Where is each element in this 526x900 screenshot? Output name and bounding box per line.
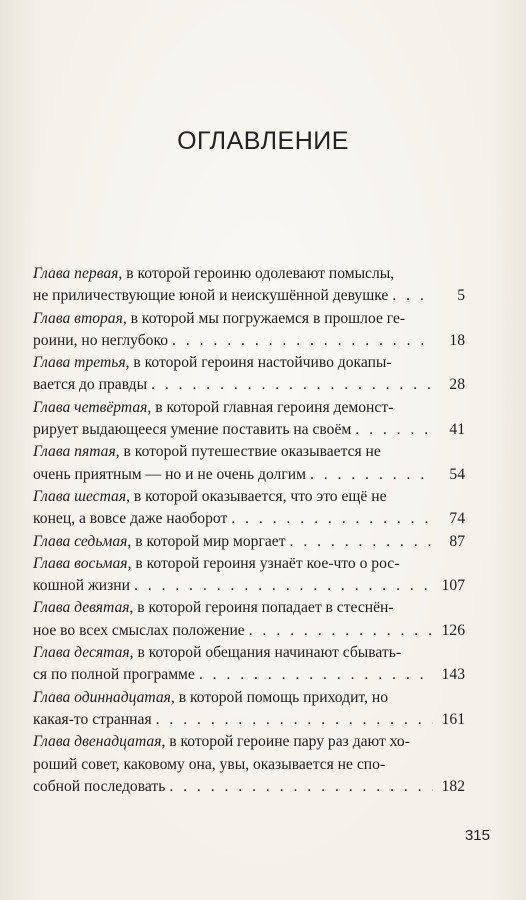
page-number: 28 bbox=[449, 376, 465, 394]
dot-leader bbox=[231, 508, 433, 530]
chapter-title: Глава пятая bbox=[33, 443, 116, 461]
toc-entry-line bbox=[33, 352, 465, 374]
chapter-description: , в которой мы погружаемся в прошлое ге- bbox=[122, 309, 406, 327]
toc-entry-line bbox=[33, 754, 465, 776]
dot-leader bbox=[249, 620, 433, 642]
page-number: 74 bbox=[449, 510, 465, 528]
page-number: 107 bbox=[441, 577, 465, 595]
toc-entry-10[interactable] bbox=[33, 642, 465, 687]
dot-leader bbox=[199, 664, 433, 686]
toc-entry-line bbox=[33, 664, 465, 686]
chapter-description: , в которой обещания начинают сбывать- bbox=[129, 644, 402, 662]
chapter-title: Глава девятая bbox=[33, 599, 130, 617]
chapter-title: Глава первая bbox=[33, 265, 119, 282]
chapter-title: Глава седьмая bbox=[33, 532, 128, 550]
chapter-description: не приличествующие юной и неискушённой девушке bbox=[33, 287, 389, 305]
toc-entry-8[interactable] bbox=[33, 553, 465, 598]
folio-page-number: 315 bbox=[464, 827, 490, 844]
toc-entry-line bbox=[33, 597, 465, 619]
toc-entry-line bbox=[33, 263, 465, 285]
toc-entry-12[interactable] bbox=[33, 731, 465, 798]
dot-leader bbox=[172, 330, 433, 352]
dot-leader bbox=[310, 464, 433, 486]
chapter-description: роини, но неглубоко bbox=[33, 331, 169, 349]
chapter-description: собной последовать bbox=[33, 777, 166, 795]
toc-entry-line bbox=[33, 285, 465, 307]
toc-entry-9[interactable] bbox=[33, 597, 465, 642]
page-number: 41 bbox=[449, 421, 465, 439]
chapter-title: Глава одиннадцатая bbox=[33, 688, 171, 706]
chapter-title: Глава третья bbox=[33, 354, 126, 372]
toc-entry-line bbox=[33, 687, 465, 709]
page-number: 18 bbox=[449, 331, 465, 349]
chapter-description: , в которой помощь приходит, но bbox=[170, 688, 389, 706]
toc-entry-6[interactable] bbox=[33, 486, 465, 531]
chapter-title: Глава четвёртая bbox=[33, 398, 148, 416]
toc-entry-line bbox=[33, 531, 465, 553]
page-number: 5 bbox=[457, 287, 465, 305]
toc-entry-11[interactable] bbox=[33, 687, 465, 732]
toc-entry-line bbox=[33, 486, 465, 508]
chapter-description: , в которой героиню одолевают помыслы, bbox=[118, 265, 395, 282]
dot-leader bbox=[169, 776, 433, 798]
chapter-description: кошной жизни bbox=[33, 577, 130, 595]
chapter-description: какая-то странная bbox=[33, 710, 152, 728]
toc-entry-4[interactable] bbox=[33, 397, 465, 442]
toc-entry-line bbox=[33, 709, 465, 731]
chapter-description: ное во всех смыслах положение bbox=[33, 621, 245, 639]
page-number: 87 bbox=[449, 532, 465, 550]
chapter-description: ся по полной программе bbox=[33, 666, 195, 684]
toc-entry-line bbox=[33, 464, 465, 486]
toc-entry-line bbox=[33, 419, 465, 441]
table-of-contents bbox=[33, 263, 465, 798]
chapter-description: роший совет, каковому она, увы, оказывается не спо- bbox=[33, 755, 386, 773]
toc-entry-line bbox=[33, 308, 465, 330]
page-number: 161 bbox=[441, 710, 465, 728]
toc-entry-line bbox=[33, 620, 465, 642]
chapter-description: рирует выдающееся умение поставить на своём bbox=[33, 421, 352, 439]
toc-entry-line bbox=[33, 374, 465, 396]
toc-entry-line bbox=[33, 553, 465, 575]
dot-leader bbox=[355, 419, 433, 441]
dot-leader bbox=[156, 709, 433, 731]
toc-entry-line bbox=[33, 441, 465, 463]
toc-entry-7[interactable] bbox=[33, 531, 465, 553]
dot-leader bbox=[290, 531, 433, 553]
chapter-description: , в которой главная героиня демонст- bbox=[147, 398, 394, 416]
toc-entry-line bbox=[33, 330, 465, 352]
chapter-description: очень приятным — но и не очень долгим bbox=[33, 465, 306, 483]
toc-entry-5[interactable] bbox=[33, 441, 465, 486]
page-number: 143 bbox=[441, 666, 465, 684]
chapter-description: , в которой путешествие оказывается не bbox=[115, 443, 381, 461]
toc-entry-line bbox=[33, 776, 465, 798]
toc-entry-line bbox=[33, 508, 465, 530]
chapter-title: Глава восьмая bbox=[33, 554, 128, 572]
chapter-title: Глава десятая bbox=[33, 644, 130, 662]
toc-entry-1[interactable] bbox=[33, 263, 465, 308]
toc-entry-line bbox=[33, 642, 465, 664]
page-title: ОГЛАВЛЕНИЕ bbox=[177, 127, 349, 155]
chapter-description: , в которой героиня попадает в стеснён- bbox=[129, 599, 394, 617]
dot-leader bbox=[392, 285, 433, 307]
chapter-description: вается до правды bbox=[33, 376, 148, 394]
chapter-description: , в которой героиня настойчиво докапы- bbox=[125, 354, 392, 372]
dot-leader bbox=[151, 374, 433, 396]
toc-entry-line bbox=[33, 575, 465, 597]
page-number: 54 bbox=[449, 465, 465, 483]
toc-entry-line bbox=[33, 731, 465, 753]
toc-entry-2[interactable] bbox=[33, 308, 465, 353]
chapter-description: , в которой оказывается, что это ещё не bbox=[126, 487, 387, 505]
chapter-description: , в которой мир моргает bbox=[127, 532, 286, 550]
chapter-description: , в которой героиня узнаёт кое-что о рос- bbox=[127, 554, 400, 572]
toc-entry-3[interactable] bbox=[33, 352, 465, 397]
chapter-title: Глава двенадцатая bbox=[33, 733, 162, 751]
chapter-description: конец, а вовсе даже наоборот bbox=[33, 510, 228, 528]
page-number: 182 bbox=[441, 777, 465, 795]
dot-leader bbox=[134, 575, 433, 597]
chapter-title: Глава вторая bbox=[33, 309, 123, 327]
page-number: 126 bbox=[441, 621, 465, 639]
chapter-title: Глава шестая bbox=[33, 487, 127, 505]
chapter-description: , в которой героине пару раз дают хо- bbox=[161, 733, 410, 751]
toc-entry-line bbox=[33, 397, 465, 419]
